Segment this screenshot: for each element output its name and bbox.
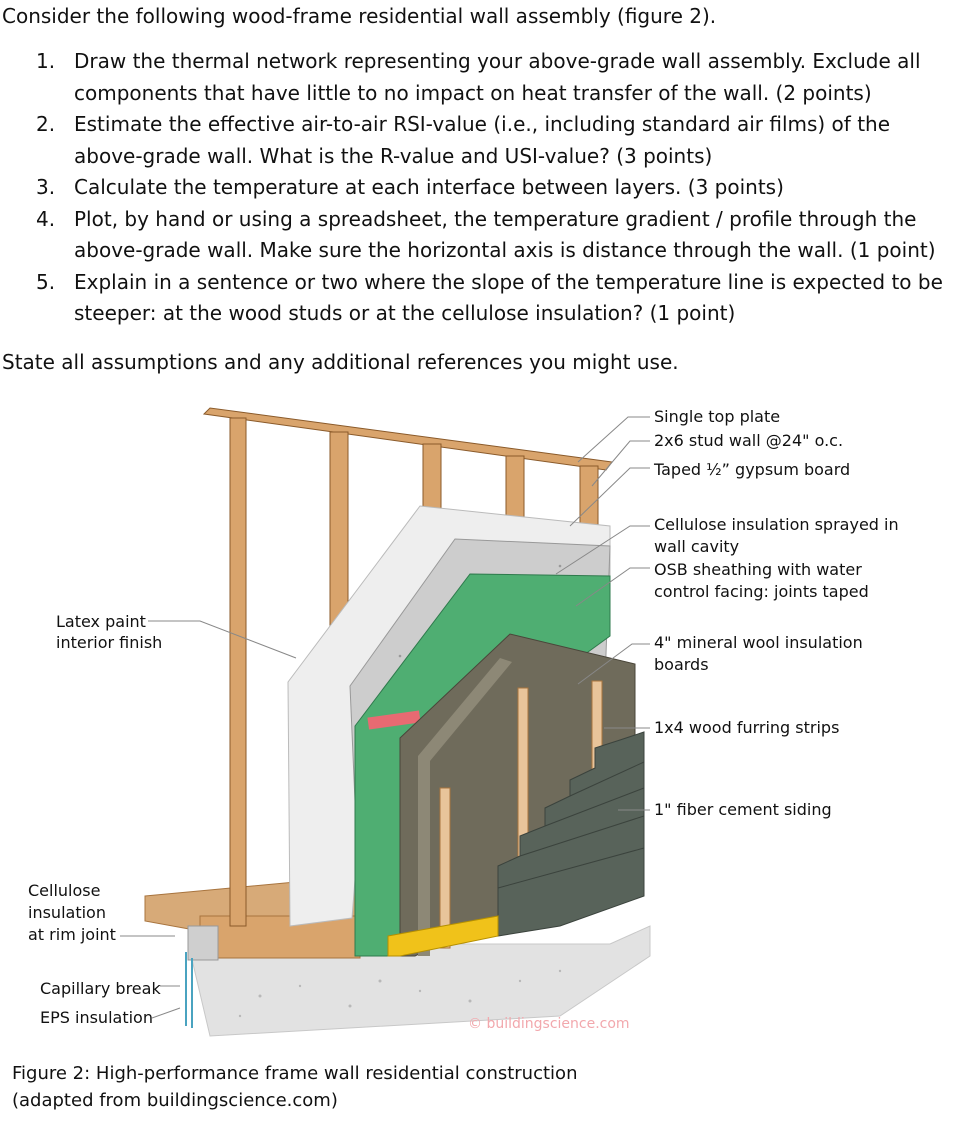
question-item — [36, 267, 951, 330]
label-mineral-wool-2: boards — [654, 655, 709, 674]
question-item — [36, 204, 951, 267]
question-text: Estimate the effective air-to-air RSI-value (i.e., including standard air films) of the above-grade wall. What is the R-value and USI-value? (3 points) — [74, 112, 891, 168]
question-number: 3. — [36, 175, 56, 199]
label-gypsum: Taped ½” gypsum board — [654, 460, 851, 479]
question-number: 4. — [36, 206, 56, 231]
intro-text: Consider the following wood-frame residential wall assembly (figure 2). — [2, 4, 717, 28]
question-item — [36, 172, 951, 204]
label-top-plate: Single top plate — [654, 407, 781, 426]
label-osb-1: OSB sheathing with water — [654, 560, 862, 579]
stud-1 — [230, 418, 246, 926]
label-cellulose-2: wall cavity — [654, 537, 740, 556]
leader-eps — [152, 1008, 180, 1018]
label-rim-1: Cellulose — [28, 881, 101, 900]
label-latex-2: interior finish — [56, 633, 163, 652]
label-mineral-wool-1: 4" mineral wool insulation — [654, 633, 863, 652]
question-number: 1. — [36, 49, 56, 73]
label-furring: 1x4 wood furring strips — [654, 718, 840, 737]
leader-latex — [148, 621, 296, 658]
label-eps: EPS insulation — [40, 1008, 153, 1027]
leader-top-plate — [578, 417, 650, 462]
figure-caption — [12, 1060, 577, 1114]
question-list — [36, 46, 951, 330]
furring-1 — [440, 788, 450, 948]
question-item — [36, 109, 951, 172]
question-item — [36, 46, 951, 109]
question-number: 5. — [36, 269, 56, 294]
caption-line-2: (adapted from buildingscience.com) — [12, 1090, 338, 1111]
label-osb-2: control facing: joints taped — [654, 582, 869, 601]
question-text: Draw the thermal network representing your above-grade wall assembly. Exclude all components that have little to no impact on heat transfer of the wall. (2 points) — [74, 49, 921, 105]
label-capillary-break: Capillary break — [40, 979, 161, 998]
wall-assembly-figure — [0, 396, 968, 1056]
caption-line-1: Figure 2: High-performance frame wall residential construction — [12, 1063, 578, 1084]
question-text: Explain in a sentence or two where the slope of the temperature line is expected to be steeper: at the wood studs or at the cellulose insulation? (1 point) — [74, 269, 943, 325]
label-latex-1: Latex paint — [56, 612, 146, 631]
label-cellulose-1: Cellulose insulation sprayed in — [654, 515, 899, 534]
assumptions-statement: State all assumptions and any additional references you might use. — [2, 350, 679, 374]
label-siding: 1" fiber cement siding — [654, 800, 832, 819]
rim-cellulose — [188, 926, 218, 960]
question-number: 2. — [36, 112, 56, 136]
rim-joist — [200, 916, 360, 958]
label-rim-2: insulation — [28, 903, 106, 922]
question-text: Plot, by hand or using a spreadsheet, the temperature gradient / profile through the above-grade wall. Make sure the horizontal axis is distance through the wall. (1 point) — [74, 206, 936, 262]
watermark-text: © buildingscience.com — [468, 1016, 630, 1032]
question-text: Calculate the temperature at each interface between layers. (3 points) — [74, 175, 784, 199]
top-plate — [204, 408, 612, 470]
label-rim-3: at rim joint — [28, 925, 116, 944]
label-stud-wall: 2x6 stud wall @24" o.c. — [654, 431, 844, 450]
